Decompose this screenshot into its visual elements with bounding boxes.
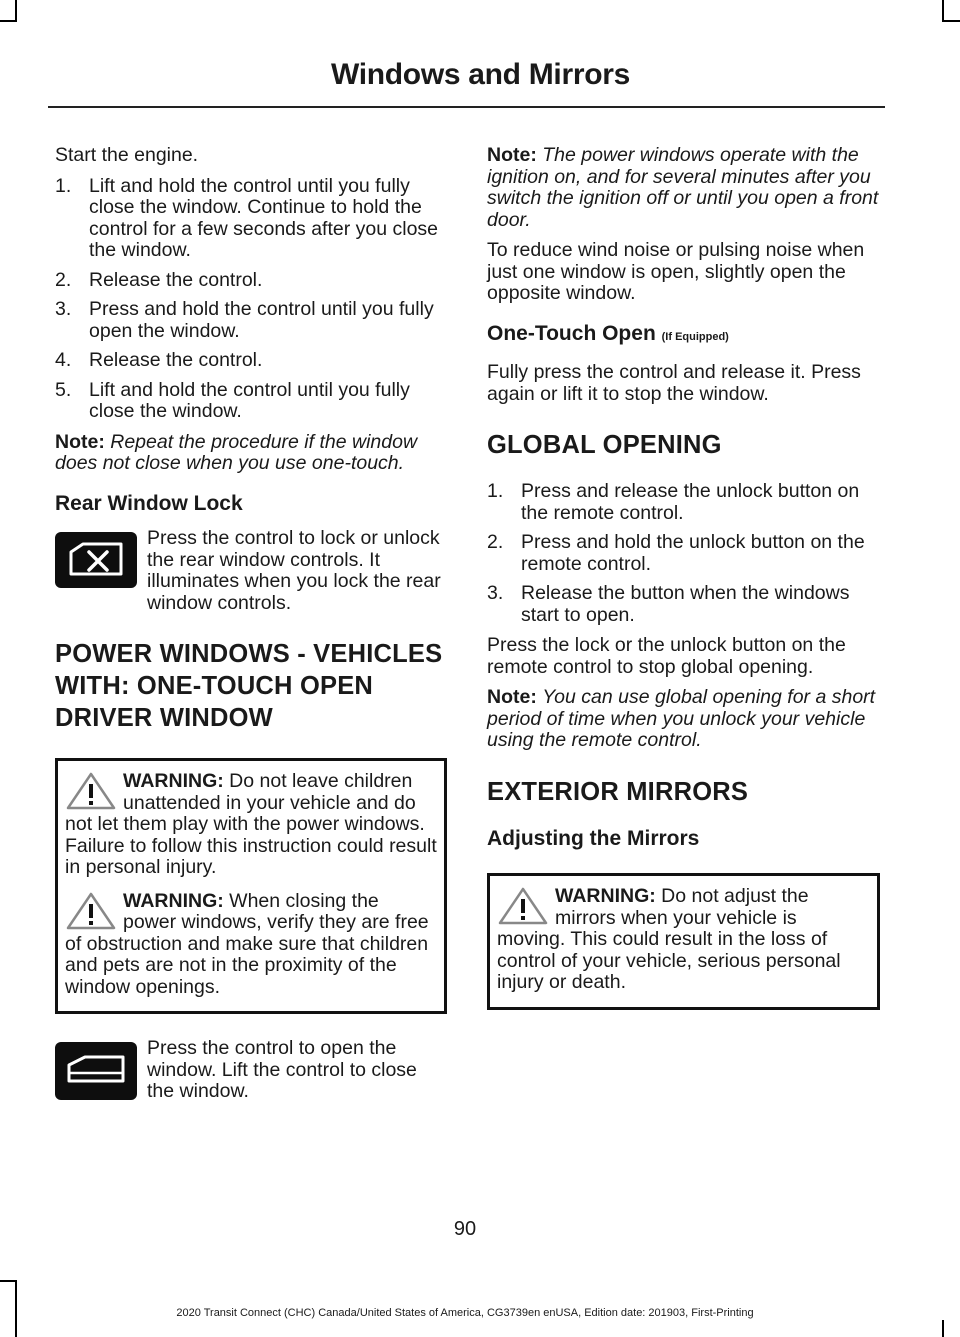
note: Note: The power windows operate with the ignition on, and for several minutes after you switch the ignition off or until you open a front door. [487, 144, 879, 231]
intro-text: Start the engine. [55, 144, 199, 166]
warning-item: WARNING: Do not leave children unattended in your vehicle and do not let them play with the power windows. Failure to follow this instruction could result in personal injury. [65, 770, 437, 878]
one-touch-text: Fully press the control and release it. Press again or lift it to stop the window. [487, 361, 861, 405]
warning-box [487, 873, 880, 1010]
section-heading-exterior-mirrors: EXTERIOR MIRRORS [487, 777, 749, 806]
section-heading-adjusting-mirrors: Adjusting the Mirrors [487, 826, 700, 850]
list-item: 3. Release the button when the windows start to open. [487, 582, 850, 626]
left-column [55, 145, 447, 1115]
list-item: 5. Lift and hold the control until you fully close the window. [55, 378, 410, 422]
warning-item: WARNING: When closing the power windows, verify they are free of obstruction and make sure that children and pets are not in the proximity of the window openings. [65, 889, 429, 998]
crop-mark [942, 1320, 944, 1337]
crop-mark [942, 20, 960, 22]
section-heading-one-touch-open: One-Touch Open (If Equipped) [487, 321, 729, 345]
global-opening-list [487, 481, 880, 626]
list-item: 3. Press and hold the control until you fully open the window. [55, 298, 434, 342]
list-item: 4. Release the control. [55, 349, 263, 371]
section-heading-global-opening: GLOBAL OPENING [487, 431, 722, 459]
power-window-icon [55, 1042, 137, 1100]
crop-mark [0, 20, 17, 22]
header-divider [48, 106, 885, 108]
close-procedure-list [55, 176, 447, 423]
warning-icon [65, 771, 117, 811]
list-item: 2. Press and hold the unlock button on the remote control. [487, 531, 865, 575]
global-stop-text: Press the lock or the unlock button on the remote control to stop global opening. [487, 634, 846, 678]
page-number: 90 [453, 1218, 477, 1240]
warning-icon [497, 886, 549, 926]
section-heading-power-windows: POWER WINDOWS - VEHICLES WITH: ONE-TOUCH OPEN DRIVER WINDOW [55, 640, 443, 732]
power-window-text: Press the control to open the window. Lift the control to close the window. [147, 1038, 417, 1102]
note: Note: You can use global opening for a short period of time when you unlock your vehicle using the remote control. [487, 686, 876, 751]
footer-text: 2020 Transit Connect (CHC) Canada/United States of America, CG3739en enUSA, Edition date: 201903, First-Printing [176, 1307, 754, 1319]
power-window-paragraph [55, 1038, 447, 1106]
right-column [487, 145, 880, 1034]
crop-mark [15, 0, 17, 22]
rear-window-lock-text: Press the control to lock or unlock the rear window controls. It illuminates when you lock the rear window controls. [147, 528, 441, 614]
warning-item: WARNING: Do not adjust the mirrors when your vehicle is moving. This could result in the loss of control of your vehicle, serious personal injury or death. [497, 885, 841, 993]
wind-noise-text: To reduce wind noise or pulsing noise when just one window is open, slightly open the opposite window. [487, 239, 865, 304]
rear-window-lock-paragraph [55, 528, 447, 614]
list-item: 2. Release the control. [55, 268, 263, 291]
list-item: 1. Lift and hold the control until you fully close the window. Continue to hold the control for a few seconds after you close the window. [55, 174, 439, 261]
crop-mark [942, 0, 944, 22]
note: Note: Repeat the procedure if the window does not close when you use one-touch. [55, 430, 418, 474]
crop-mark [0, 1280, 17, 1282]
list-item: 1. Press and release the unlock button on the remote control. [487, 480, 860, 524]
warning-box [55, 758, 447, 1014]
rear-window-lock-icon [55, 532, 137, 588]
warning-icon [65, 891, 117, 931]
page-header-title: Windows and Mirrors [330, 58, 630, 91]
section-heading-rear-window-lock: Rear Window Lock [55, 491, 243, 515]
